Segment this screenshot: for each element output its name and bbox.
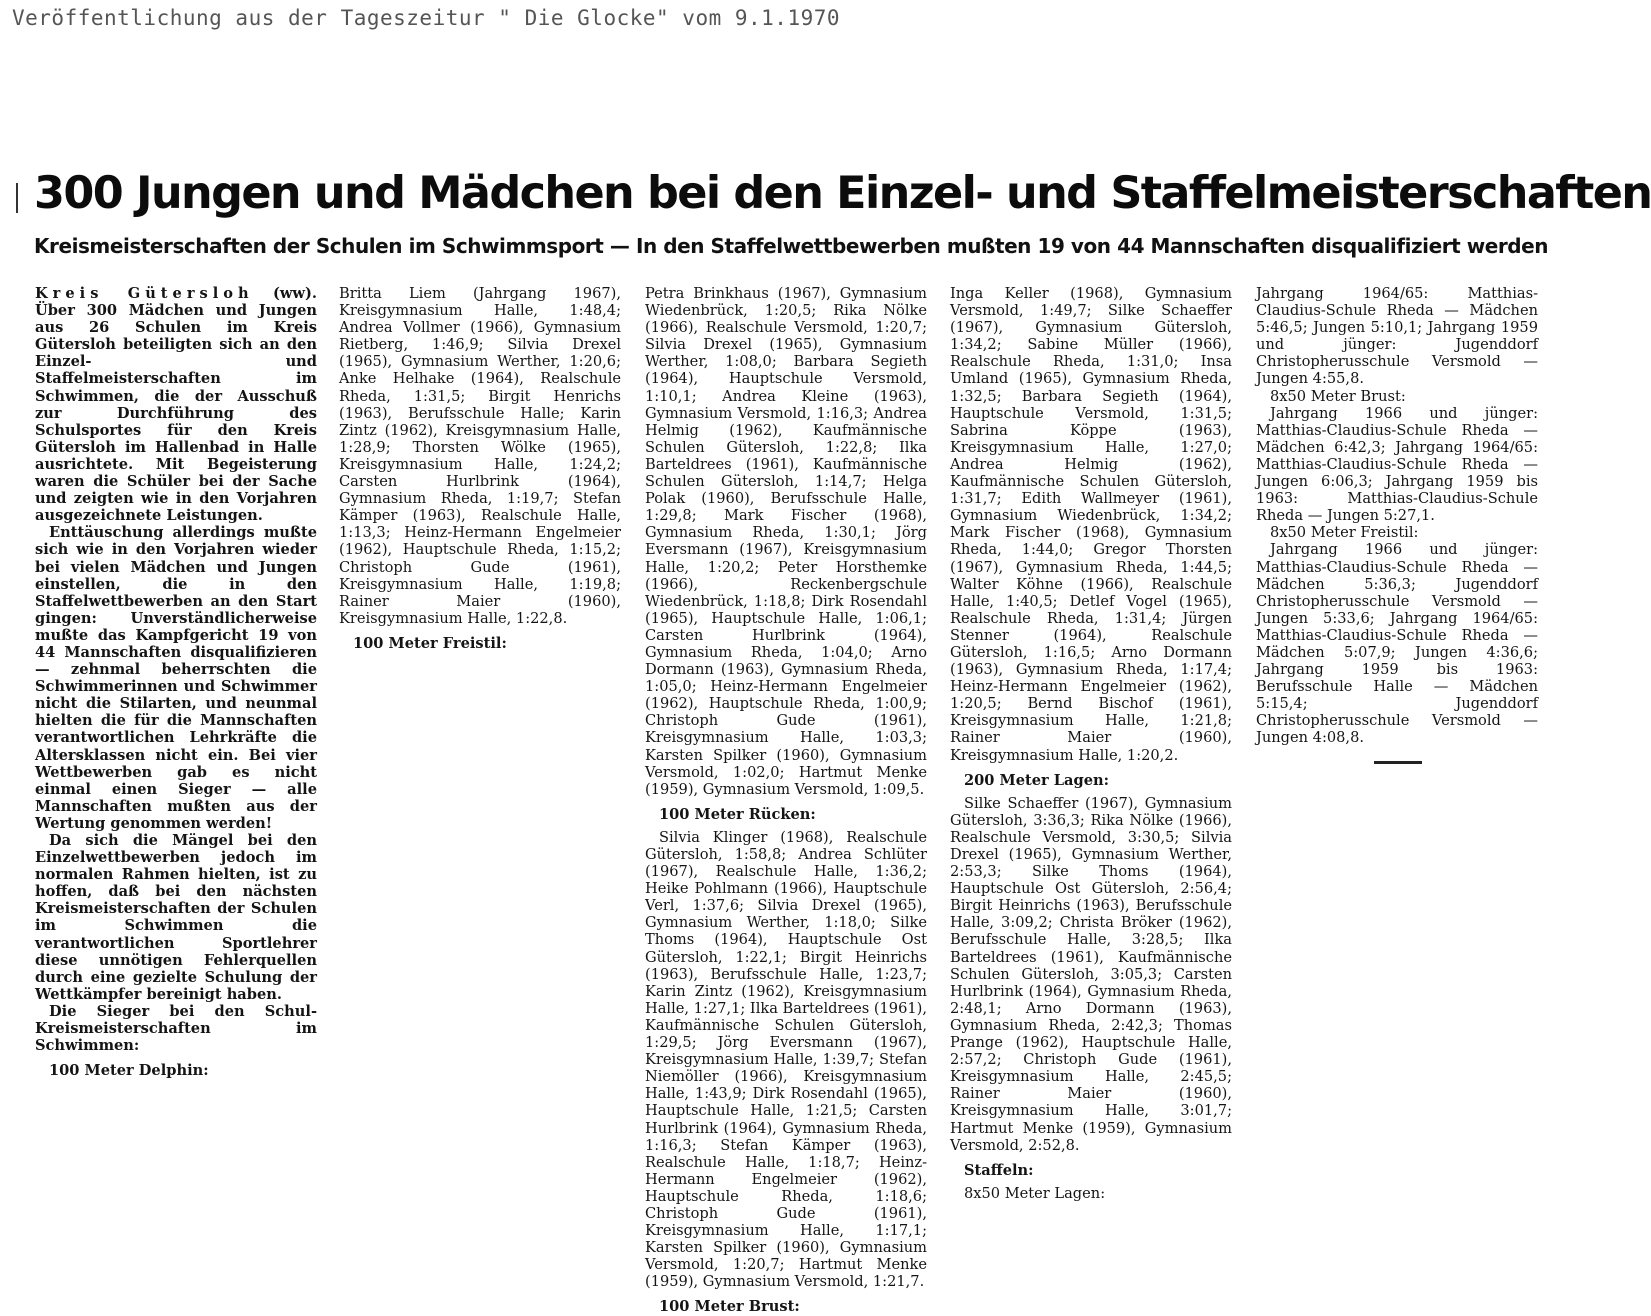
article-column-5 [1256, 285, 1538, 1085]
section-heading-delphin: 100 Meter Delphin: [49, 1062, 209, 1080]
article-column-1 [35, 285, 317, 1085]
relay-freistil-heading: 8x50 Meter Freistil: [1270, 524, 1419, 542]
section-heading-freistil: 100 Meter Freistil: [353, 634, 507, 652]
winners-intro: Die Sieger bei den Schul-Kreismeisterschaften im Schwimmen: [35, 1002, 317, 1055]
results-relay-freistil: Jahrgang 1966 und jünger: Matthias-Claudius-Schule Rheda — Mädchen 5:36,3; Jugenddorf Christopherusschule Versmold — Jungen 5:33,6; Jahrgang 1964/65: Matthias-Claudius-Schule Rheda — Mädchen 5:07,9; Jungen 4:36,6; Jahrgang 1959 bis 1963: Berufsschule Halle — Mädchen 5:15,4; Jugenddorf Christopherusschule Versmold — Jungen 4:08,8. [1256, 541, 1538, 747]
section-heading-ruecken: 100 Meter Rücken: [659, 805, 816, 823]
results-lagen: Silke Schaeffer (1967), Gymnasium Gütersloh, 3:36,3; Rika Nölke (1966), Realschule Versmold, 3:30,5; Silvia Drexel (1965), Gymnasium Werther, 2:53,3; Silke Thoms (1964), Hauptschule Ost Gütersloh, 2:56,4; Birgit Heinrichs (1963), Berufsschule Halle, 3:09,2; Christa Bröker (1962), Berufsschule Halle, 3:28,5; Ilka Barteldrees (1961), Kaufmännische Schulen Gütersloh, 3:05,3; Carsten Hurlbrink (1964), Gymnasium Rheda, 2:48,1; Arno Dormann (1963), Gymnasium Rheda, 2:42,3; Thomas Prange (1962), Hauptschule Halle, 2:57,2; Christoph Gude (1961), Kreisgymnasium Halle, 2:45,5; Rainer Maier (1960), Kreisgymnasium Halle, 3:01,7; Hartmut Menke (1959), Gymnasium Versmold, 2:52,8. [950, 794, 1232, 1154]
body-paragraph: Da sich die Mängel bei den Einzelwettbewerben jedoch im normalen Rahmen hielten, ist zu hoffen, daß bei den nächsten Kreismeisterschaften der Schulen im Schwimmen die verantwortlichen Sportlehrer diese unnötigen Fehlerquellen durch eine gezielte Schulung der Wettkämpfer bereinigt haben. [35, 832, 317, 1003]
column-rule [16, 183, 18, 213]
dateline: Kreis Gütersloh [35, 285, 254, 302]
body-paragraph: Enttäuschung allerdings mußte sich wie in den Vorjahren wieder bei vielen Mädchen und Jungen einstellen, die in den Staffelwettbewerben an den Start gingen: Unverständlicherweise mußte das Kampfgericht 19 von 44 Mannschaften disqualifizieren — zehnmal beherrschten die Schwimmerinnen und Schwimmer nicht die Stilarten, und neunmal hielten die für die Mannschaften verantwortlichen Lehrkräfte die Altersklassen nicht ein. Bei vier Wettbewerben gab es nicht einmal einen Sieger — alle Mannschaften mußten aus der Wertung genommen werden! [35, 524, 317, 832]
lead-paragraph [35, 285, 317, 524]
subheadline: Kreismeisterschaften der Schulen im Schwimmsport — In den Staffelwettbewerben mußten 19 von 44 Mannschaften disqualifiziert werden [34, 234, 1549, 258]
relay-lagen-heading: 8x50 Meter Lagen: [964, 1184, 1106, 1202]
article-column-2 [339, 285, 621, 1085]
section-heading-brust: 100 Meter Brust: [659, 1298, 800, 1316]
headline: 300 Jungen und Mädchen bei den Einzel- und Staffelmeisterschaften [34, 168, 1651, 219]
results-relay-brust: Jahrgang 1966 und jünger: Matthias-Claudius-Schule Rheda — Mädchen 6:42,3; Jahrgang 1964/65: Matthias-Claudius-Schule Rheda — Jungen 6:06,3; Jahrgang 1959 bis 1963: Matthias-Claudius-Schule Rheda — Jungen 5:27,1. [1256, 404, 1538, 525]
archive-stamp: Veröffentlichung aus der Tageszeitur " Die Glocke" vom 9.1.1970 [12, 6, 841, 30]
results-relay-lagen: Jahrgang 1964/65: Matthias-Claudius-Schule Rheda — Mädchen 5:46,5; Jungen 5:10,1; Jahrgang 1959 und jünger: Jugenddorf Christopherusschule Versmold — Jungen 4:55,8. [1256, 285, 1538, 388]
relay-brust-heading: 8x50 Meter Brust: [1270, 387, 1406, 405]
article-column-4 [950, 285, 1232, 1202]
section-heading-staffeln: Staffeln: [964, 1161, 1034, 1179]
results-ruecken: Silvia Klinger (1968), Realschule Gütersloh, 1:58,8; Andrea Schlüter (1967), Realschule Halle, 1:36,2; Heike Pohlmann (1966), Hauptschule Verl, 1:37,6; Silvia Drexel (1965), Gymnasium Werther, 1:18,0; Silke Thoms (1964), Hauptschule Ost Gütersloh, 1:22,1; Birgit Heinrichs (1963), Berufsschule Halle, 1:23,7; Karin Zintz (1962), Kreisgymnasium Halle, 1:27,1; Ilka Barteldrees (1961), Kaufmännische Schulen Gütersloh, 1:29,5; Jörg Eversmann (1967), Kreisgymnasium Halle, 1:39,7; Stefan Niemöller (1966), Kreisgymnasium Halle, 1:43,9; Dirk Rosendahl (1965), Hauptschule Halle, 1:21,5; Carsten Hurlbrink (1964), Gymnasium Rheda, 1:16,3; Stefan Kämper (1963), Realschule Halle, 1:18,7; Heinz-Hermann Engelmeier (1962), Hauptschule Rheda, 1:18,6; Christoph Gude (1961), Kreisgymnasium Halle, 1:17,1; Karsten Spilker (1960), Gymnasium Versmold, 1:20,7; Hartmut Menke (1959), Gymnasium Versmold, 1:21,7. [645, 828, 927, 1291]
results-freistil: Petra Brinkhaus (1967), Gymnasium Wiedenbrück, 1:20,5; Rika Nölke (1966), Realschule Versmold, 1:20,7; Silvia Drexel (1965), Gymnasium Werther, 1:08,0; Barbara Segieth (1964), Hauptschule Versmold, 1:10,1; Andrea Kleine (1963), Gymnasium Versmold, 1:16,3; Andrea Helmig (1962), Kaufmännische Schulen Gütersloh, 1:22,8; Ilka Barteldrees (1961), Kaufmännische Schulen Gütersloh, 1:14,7; Helga Polak (1960), Berufsschule Halle, 1:29,8; Mark Fischer (1968), Gymnasium Rheda, 1:30,1; Jörg Eversmann (1967), Kreisgymnasium Halle, 1:20,2; Peter Horsthemke (1966), Reckenbergschule Wiedenbrück, 1:18,8; Dirk Rosendahl (1965), Hauptschule Halle, 1:06,1; Carsten Hurlbrink (1964), Gymnasium Rheda, 1:04,0; Arno Dormann (1963), Gymnasium Rheda, 1:05,0; Heinz-Hermann Engelmeier (1962), Hauptschule Rheda, 1:00,9; Christoph Gude (1961), Kreisgymnasium Halle, 1:03,3; Karsten Spilker (1960), Gymnasium Versmold, 1:02,0; Hartmut Menke (1959), Gymnasium Versmold, 1:09,5. [645, 285, 927, 798]
section-heading-lagen: 200 Meter Lagen: [964, 771, 1109, 789]
end-rule [1374, 761, 1422, 764]
lead-text: (ww). Über 300 Mädchen und Jungen aus 26 Schulen im Kreis Gütersloh beteiligten sich an den Einzel- und Staffelmeisterschaften im Schwimmen, die der Ausschuß zur Durchführung des Schulsportes für den Kreis Gütersloh im Hallenbad in Halle ausrichtete. Mit Begeisterung waren die Schüler bei der Sache und zeigten wie in den Vorjahren ausgezeichnete Leistungen. [35, 285, 317, 525]
results-brust: Inga Keller (1968), Gymnasium Versmold, 1:49,7; Silke Schaeffer (1967), Gymnasium Gütersloh, 1:34,2; Sabine Müller (1966), Realschule Rheda, 1:31,0; Insa Umland (1965), Gymnasium Rheda, 1:32,5; Barbara Segieth (1964), Hauptschule Versmold, 1:31,5; Sabrina Köppe (1963), Kreisgymnasium Halle, 1:27,0; Andrea Helmig (1962), Kaufmännische Schulen Gütersloh, 1:31,7; Edith Wallmeyer (1961), Gymnasium Wiedenbrück, 1:34,2; Mark Fischer (1968), Gymnasium Rheda, 1:44,0; Gregor Thorsten (1967), Gymnasium Rheda, 1:44,5; Walter Köhne (1966), Realschule Halle, 1:40,5; Detlef Vogel (1965), Realschule Rheda, 1:31,4; Jürgen Stenner (1964), Realschule Gütersloh, 1:16,5; Arno Dormann (1963), Gymnasium Rheda, 1:17,4; Heinz-Hermann Engelmeier (1962), 1:20,5; Bernd Bischof (1961), Kreisgymnasium Halle, 1:21,8; Rainer Maier (1960), Kreisgymnasium Halle, 1:20,2. [950, 285, 1232, 764]
results-delphin: Britta Liem (Jahrgang 1967), Kreisgymnasium Halle, 1:48,4; Andrea Vollmer (1966), Gymnasium Rietberg, 1:46,9; Silvia Drexel (1965), Gymnasium Werther, 1:20,6; Anke Helhake (1964), Realschule Rheda, 1:31,5; Birgit Henrichs (1963), Berufsschule Halle; Karin Zintz (1962), Kreisgymnasium Halle, 1:28,9; Thorsten Wölke (1965), Kreisgymnasium Halle, 1:24,2; Carsten Hurlbrink (1964), Gymnasium Rheda, 1:19,7; Stefan Kämper (1963), Realschule Halle, 1:13,3; Heinz-Hermann Engelmeier (1962), Hauptschule Rheda, 1:15,2; Christoph Gude (1961), Kreisgymnasium Halle, 1:19,8; Rainer Maier (1960), Kreisgymnasium Halle, 1:22,8. [339, 285, 621, 627]
article-column-3 [645, 285, 927, 1316]
